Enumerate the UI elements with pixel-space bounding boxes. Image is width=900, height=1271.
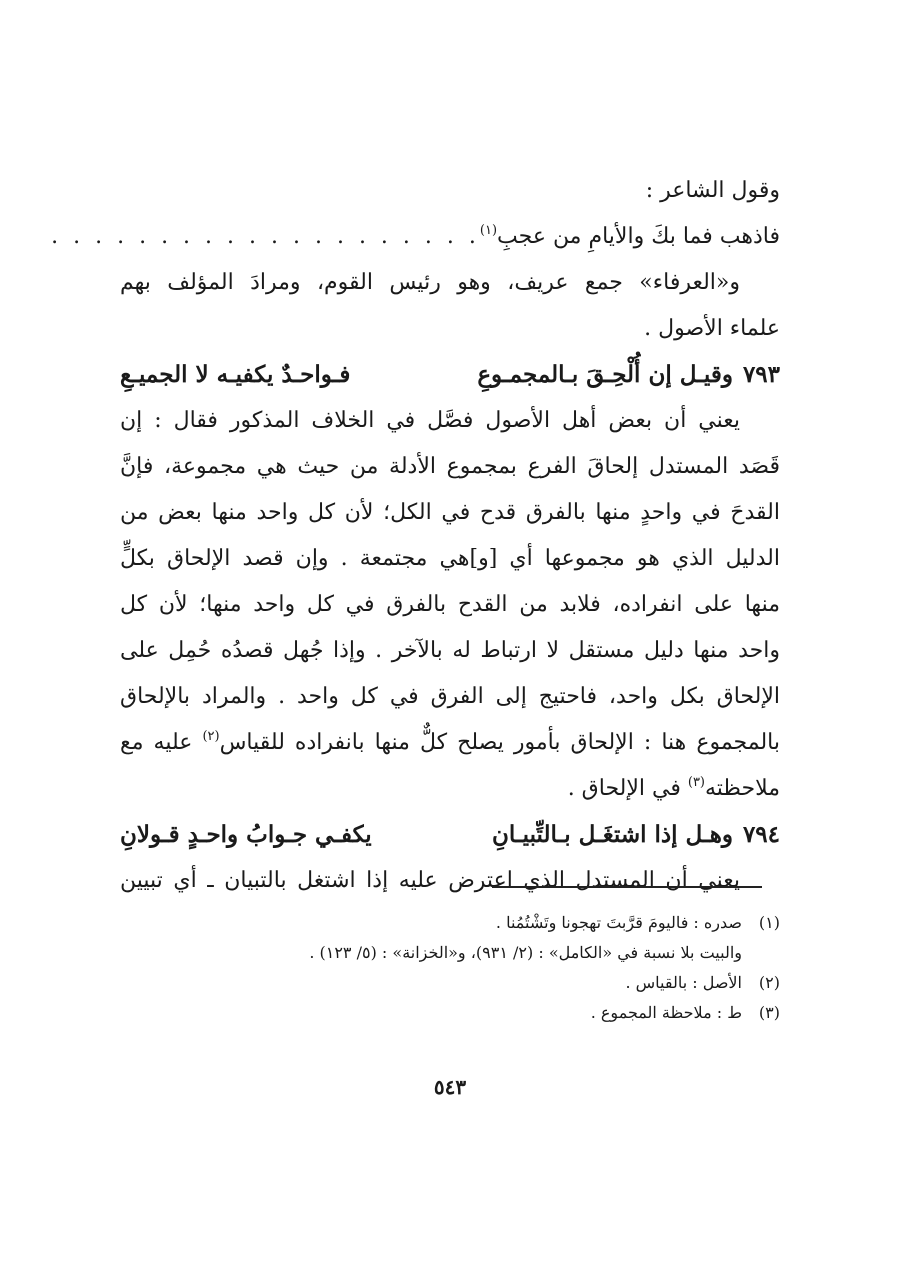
- paragraph-3-line-1: يعني أن المستدل الذي اعترض عليه إذا اشتغل بالتبيان ـ أي تبيين: [120, 868, 740, 893]
- footnotes: [120, 908, 780, 1028]
- verse-793-second-half: فـواحـدٌ يكفيـه لا الجميـعِ: [120, 361, 351, 388]
- paragraph-2-line-8-text-b: عليه مع: [120, 730, 203, 755]
- verse-794-first-half: وهـل إذا اشتغَـل بـالتِّبيـانِ: [492, 821, 733, 848]
- footnote-number: (٢): [758, 973, 780, 992]
- paragraph-2-line-1: يعني أن بعض أهل الأصول فصَّل في الخلاف المذكور فقال : إن: [120, 408, 740, 433]
- verse-text: فاذهب فما بكَ والأيامِ من عجبِ: [497, 224, 780, 249]
- paragraph-1-line-1: و«العرفاء» جمع عريف، وهو رئيس القوم، ومرادَ المؤلف بهم: [120, 270, 740, 295]
- verse-794-number: ٧٩٤: [742, 821, 780, 848]
- footnote-ref-2[interactable]: (٢): [202, 729, 220, 744]
- page-body: [51, 168, 781, 904]
- paragraph-2-line-6: واحد منها دليل مستقل لا ارتباط له بالآخر . وإذا جُهل قصدُه حُمِل على: [120, 638, 780, 663]
- footnote-3: [120, 998, 780, 1028]
- paragraph-1-line-2: علماء الأصول .: [644, 316, 780, 341]
- paragraph-2-line-4: الدليل الذي هو مجموعها أي [و]هي مجتمعة . وإن قصد الإلحاق بكلٍّ: [120, 546, 780, 571]
- verse-794: [120, 812, 780, 858]
- footnote-text: صدره : فاليومَ قرَّبتَ تهجونا وتَشْتُمُنا .: [495, 913, 742, 932]
- verse-second-half: [480, 214, 780, 260]
- paragraph-2-line-8: [120, 720, 780, 766]
- footnote-text: والبيت بلا نسبة في «الكامل» : (٢/ ٩٣١)، و«الخزانة» : (٥/ ١٢٣) .: [309, 943, 742, 962]
- verse-794-second-half: يكفـي جـوابُ واحـدٍ قـولانِ: [120, 821, 372, 848]
- footnote-ref-1[interactable]: (١): [479, 223, 498, 238]
- verse-line: [51, 214, 780, 260]
- paragraph-2-line-8-text-a: بالمجموع هنا : الإلحاق بأمور يصلح كلٌّ منها بانفراده للقياس: [219, 730, 780, 755]
- paragraph-2-line-3: القدحَ في واحدٍ منها بالفرق قدح في الكل؛ لأن كل واحد منها بعض من: [120, 500, 780, 525]
- paragraph-2-line-7: الإلحاق بكل واحد، فاحتيج إلى الفرق في كل واحد . والمراد بالإلحاق: [120, 684, 780, 709]
- poet-intro: وقول الشاعر :: [645, 178, 780, 203]
- paragraph-2-line-9: [120, 766, 780, 812]
- paragraph-2-line-5: منها على انفراده، فلابد من القدح بالفرق في كل واحد منها؛ لأن كل: [120, 592, 780, 617]
- verse-793-number: ٧٩٣: [742, 361, 780, 388]
- footnote-text: الأصل : بالقياس .: [625, 973, 742, 992]
- paragraph-2-line-9-text-b: في الإلحاق .: [567, 776, 688, 801]
- verse-first-half-dots: . . . . . . . . . . . . . . . . . . . .: [51, 224, 480, 249]
- footnote-1: [120, 908, 780, 938]
- footnote-number: (١): [758, 913, 780, 932]
- footnote-text: ط : ملاحظة المجموع .: [590, 1003, 742, 1022]
- page-number: ٥٤٣: [433, 1075, 467, 1099]
- footnote-2: [120, 968, 780, 998]
- paragraph-2-line-2: قَصَد المستدل إلحاقَ الفرع بمجموع الأدلة من حيث هي مجموعة، فإنَّ: [120, 454, 781, 479]
- paragraph-2-line-9-text-a: ملاحظته: [705, 776, 780, 801]
- footnote-1-continued: [120, 938, 780, 968]
- footnote-number: (٣): [758, 1003, 780, 1022]
- footnote-separator: [492, 886, 762, 888]
- verse-793-first-half: وقيـل إن أُلْحِـقَ بـالمجمـوعِ: [477, 361, 733, 388]
- verse-793: [120, 352, 780, 398]
- footnote-ref-3[interactable]: (٣): [687, 775, 705, 790]
